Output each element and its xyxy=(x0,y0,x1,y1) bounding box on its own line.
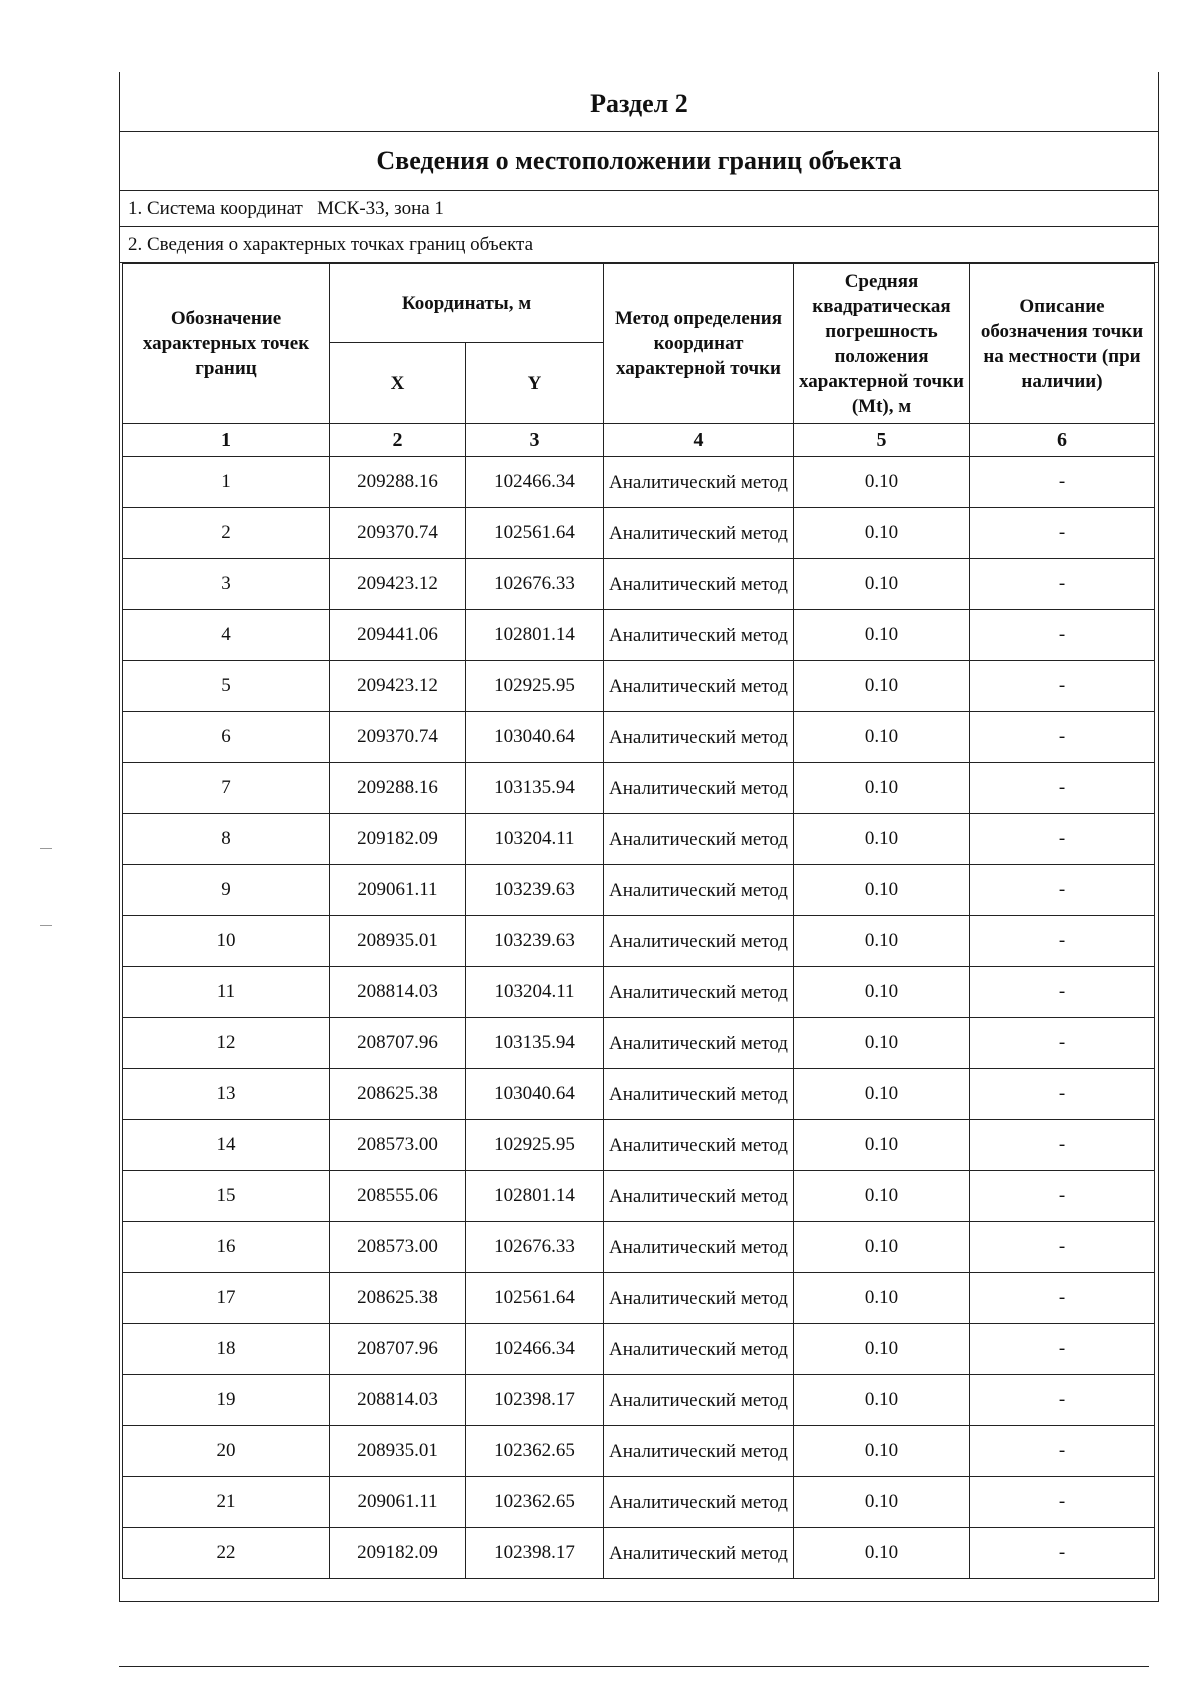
coord-x: 208935.01 xyxy=(330,916,466,967)
table-row xyxy=(123,1528,1155,1579)
point-description: - xyxy=(970,712,1155,763)
method: Аналитический метод xyxy=(604,1324,794,1375)
coordinate-system-label: 1. Система координат xyxy=(128,197,303,219)
table-row xyxy=(123,610,1155,661)
point-number: 10 xyxy=(123,916,330,967)
coord-x: 208814.03 xyxy=(330,967,466,1018)
method: Аналитический метод xyxy=(604,1375,794,1426)
coord-y: 102676.33 xyxy=(466,1222,604,1273)
point-description: - xyxy=(970,457,1155,508)
method: Аналитический метод xyxy=(604,1477,794,1528)
coord-y: 102362.65 xyxy=(466,1477,604,1528)
coord-x: 208814.03 xyxy=(330,1375,466,1426)
coord-y: 102398.17 xyxy=(466,1528,604,1579)
point-description: - xyxy=(970,1375,1155,1426)
mean-error: 0.10 xyxy=(794,865,970,916)
page-title: Сведения о местоположении границ объекта xyxy=(120,132,1158,191)
point-description: - xyxy=(970,1528,1155,1579)
point-description: - xyxy=(970,1120,1155,1171)
mean-error: 0.10 xyxy=(794,916,970,967)
coord-x: 209061.11 xyxy=(330,865,466,916)
coord-y: 102925.95 xyxy=(466,1120,604,1171)
table-row xyxy=(123,457,1155,508)
mean-error: 0.10 xyxy=(794,967,970,1018)
table-row xyxy=(123,865,1155,916)
coord-x: 209423.12 xyxy=(330,559,466,610)
mean-error: 0.10 xyxy=(794,1426,970,1477)
mean-error: 0.10 xyxy=(794,457,970,508)
coord-x: 208573.00 xyxy=(330,1222,466,1273)
method: Аналитический метод xyxy=(604,508,794,559)
point-description: - xyxy=(970,865,1155,916)
coord-x: 209182.09 xyxy=(330,1528,466,1579)
point-number: 3 xyxy=(123,559,330,610)
table-body xyxy=(123,457,1155,1579)
coord-y: 103135.94 xyxy=(466,763,604,814)
table-row xyxy=(123,1324,1155,1375)
coordinate-system-value: МСК-33, зона 1 xyxy=(317,197,444,219)
table-row xyxy=(123,916,1155,967)
method: Аналитический метод xyxy=(604,712,794,763)
point-number: 12 xyxy=(123,1018,330,1069)
point-number: 5 xyxy=(123,661,330,712)
table-row xyxy=(123,1171,1155,1222)
point-number: 22 xyxy=(123,1528,330,1579)
point-number: 6 xyxy=(123,712,330,763)
coord-y: 103135.94 xyxy=(466,1018,604,1069)
point-number: 9 xyxy=(123,865,330,916)
mean-error: 0.10 xyxy=(794,1324,970,1375)
column-number: 4 xyxy=(604,424,794,457)
table-row xyxy=(123,1069,1155,1120)
coord-y: 102676.33 xyxy=(466,559,604,610)
point-description: - xyxy=(970,967,1155,1018)
point-number: 4 xyxy=(123,610,330,661)
coord-y: 103040.64 xyxy=(466,712,604,763)
coord-x: 209288.16 xyxy=(330,763,466,814)
coord-x: 208707.96 xyxy=(330,1018,466,1069)
mean-error: 0.10 xyxy=(794,1375,970,1426)
mean-error: 0.10 xyxy=(794,508,970,559)
scan-mark xyxy=(40,925,52,926)
boundary-points-table xyxy=(122,263,1155,1579)
mean-error: 0.10 xyxy=(794,1273,970,1324)
coord-x: 208625.38 xyxy=(330,1069,466,1120)
coord-x: 208573.00 xyxy=(330,1120,466,1171)
coord-x: 209370.74 xyxy=(330,712,466,763)
method: Аналитический метод xyxy=(604,1528,794,1579)
header-coordinates: Координаты, м xyxy=(330,264,604,343)
header-method: Метод определения координат характерной точки xyxy=(604,264,794,424)
table-row xyxy=(123,1120,1155,1171)
mean-error: 0.10 xyxy=(794,1120,970,1171)
coord-x: 209182.09 xyxy=(330,814,466,865)
point-number: 1 xyxy=(123,457,330,508)
method: Аналитический метод xyxy=(604,1171,794,1222)
point-number: 16 xyxy=(123,1222,330,1273)
column-number: 5 xyxy=(794,424,970,457)
coord-y: 103040.64 xyxy=(466,1069,604,1120)
point-number: 2 xyxy=(123,508,330,559)
mean-error: 0.10 xyxy=(794,610,970,661)
point-number: 20 xyxy=(123,1426,330,1477)
method: Аналитический метод xyxy=(604,1222,794,1273)
coord-y: 102398.17 xyxy=(466,1375,604,1426)
coord-x: 209061.11 xyxy=(330,1477,466,1528)
point-description: - xyxy=(970,1222,1155,1273)
column-number: 2 xyxy=(330,424,466,457)
point-number: 19 xyxy=(123,1375,330,1426)
mean-error: 0.10 xyxy=(794,1171,970,1222)
point-description: - xyxy=(970,1324,1155,1375)
table-row xyxy=(123,1426,1155,1477)
mean-error: 0.10 xyxy=(794,814,970,865)
header-description: Описание обозначения точки на местности (при наличии) xyxy=(970,264,1155,424)
coord-x: 208935.01 xyxy=(330,1426,466,1477)
point-number: 18 xyxy=(123,1324,330,1375)
point-number: 15 xyxy=(123,1171,330,1222)
table-row xyxy=(123,1222,1155,1273)
coord-y: 102466.34 xyxy=(466,1324,604,1375)
table-row xyxy=(123,508,1155,559)
column-number: 3 xyxy=(466,424,604,457)
table-row xyxy=(123,1477,1155,1528)
coord-y: 102561.64 xyxy=(466,508,604,559)
table-row xyxy=(123,559,1155,610)
coord-x: 208555.06 xyxy=(330,1171,466,1222)
method: Аналитический метод xyxy=(604,814,794,865)
mean-error: 0.10 xyxy=(794,1477,970,1528)
mean-error: 0.10 xyxy=(794,1018,970,1069)
coord-y: 102561.64 xyxy=(466,1273,604,1324)
point-description: - xyxy=(970,916,1155,967)
coord-x: 209423.12 xyxy=(330,661,466,712)
mean-error: 0.10 xyxy=(794,763,970,814)
method: Аналитический метод xyxy=(604,1120,794,1171)
point-number: 14 xyxy=(123,1120,330,1171)
table-row xyxy=(123,763,1155,814)
header-designation: Обозначение характерных точек границ xyxy=(123,264,330,424)
method: Аналитический метод xyxy=(604,1273,794,1324)
table-row xyxy=(123,661,1155,712)
point-description: - xyxy=(970,1477,1155,1528)
point-description: - xyxy=(970,610,1155,661)
method: Аналитический метод xyxy=(604,661,794,712)
coord-y: 102466.34 xyxy=(466,457,604,508)
point-description: - xyxy=(970,763,1155,814)
point-description: - xyxy=(970,1273,1155,1324)
point-number: 7 xyxy=(123,763,330,814)
coord-y: 102801.14 xyxy=(466,1171,604,1222)
point-description: - xyxy=(970,814,1155,865)
coord-y: 103204.11 xyxy=(466,814,604,865)
mean-error: 0.10 xyxy=(794,1069,970,1120)
coord-y: 102925.95 xyxy=(466,661,604,712)
point-number: 21 xyxy=(123,1477,330,1528)
point-description: - xyxy=(970,661,1155,712)
coord-x: 208707.96 xyxy=(330,1324,466,1375)
point-description: - xyxy=(970,1018,1155,1069)
coord-x: 209370.74 xyxy=(330,508,466,559)
mean-error: 0.10 xyxy=(794,661,970,712)
table-row xyxy=(123,1273,1155,1324)
header-error: Средняя квадратическая погрешность положения характерной точки (Mt), м xyxy=(794,264,970,424)
point-number: 11 xyxy=(123,967,330,1018)
method: Аналитический метод xyxy=(604,967,794,1018)
table-row xyxy=(123,967,1155,1018)
document-page xyxy=(119,72,1159,1602)
points-caption: 2. Сведения о характерных точках границ объекта xyxy=(120,227,1158,263)
coord-x: 209441.06 xyxy=(330,610,466,661)
mean-error: 0.10 xyxy=(794,1222,970,1273)
method: Аналитический метод xyxy=(604,457,794,508)
coord-y: 103204.11 xyxy=(466,967,604,1018)
column-number: 1 xyxy=(123,424,330,457)
table-row xyxy=(123,712,1155,763)
coord-y: 102801.14 xyxy=(466,610,604,661)
method: Аналитический метод xyxy=(604,610,794,661)
point-number: 13 xyxy=(123,1069,330,1120)
method: Аналитический метод xyxy=(604,1018,794,1069)
method: Аналитический метод xyxy=(604,865,794,916)
coord-y: 103239.63 xyxy=(466,865,604,916)
scan-mark xyxy=(40,848,52,849)
table-row xyxy=(123,814,1155,865)
coord-x: 208625.38 xyxy=(330,1273,466,1324)
column-number: 6 xyxy=(970,424,1155,457)
point-description: - xyxy=(970,508,1155,559)
section-heading: Раздел 2 xyxy=(120,72,1158,132)
table-row xyxy=(123,1375,1155,1426)
point-description: - xyxy=(970,1426,1155,1477)
table-row xyxy=(123,1018,1155,1069)
point-number: 17 xyxy=(123,1273,330,1324)
coord-x: 209288.16 xyxy=(330,457,466,508)
point-description: - xyxy=(970,559,1155,610)
coord-y: 103239.63 xyxy=(466,916,604,967)
method: Аналитический метод xyxy=(604,916,794,967)
header-x: X xyxy=(330,343,466,424)
mean-error: 0.10 xyxy=(794,559,970,610)
method: Аналитический метод xyxy=(604,1069,794,1120)
method: Аналитический метод xyxy=(604,1426,794,1477)
mean-error: 0.10 xyxy=(794,712,970,763)
footer-divider xyxy=(119,1666,1149,1667)
point-number: 8 xyxy=(123,814,330,865)
point-description: - xyxy=(970,1171,1155,1222)
coord-y: 102362.65 xyxy=(466,1426,604,1477)
point-description: - xyxy=(970,1069,1155,1120)
mean-error: 0.10 xyxy=(794,1528,970,1579)
coordinate-system-row xyxy=(120,191,1158,227)
table-footer-row xyxy=(120,1579,1158,1602)
method: Аналитический метод xyxy=(604,763,794,814)
method: Аналитический метод xyxy=(604,559,794,610)
header-y: Y xyxy=(466,343,604,424)
